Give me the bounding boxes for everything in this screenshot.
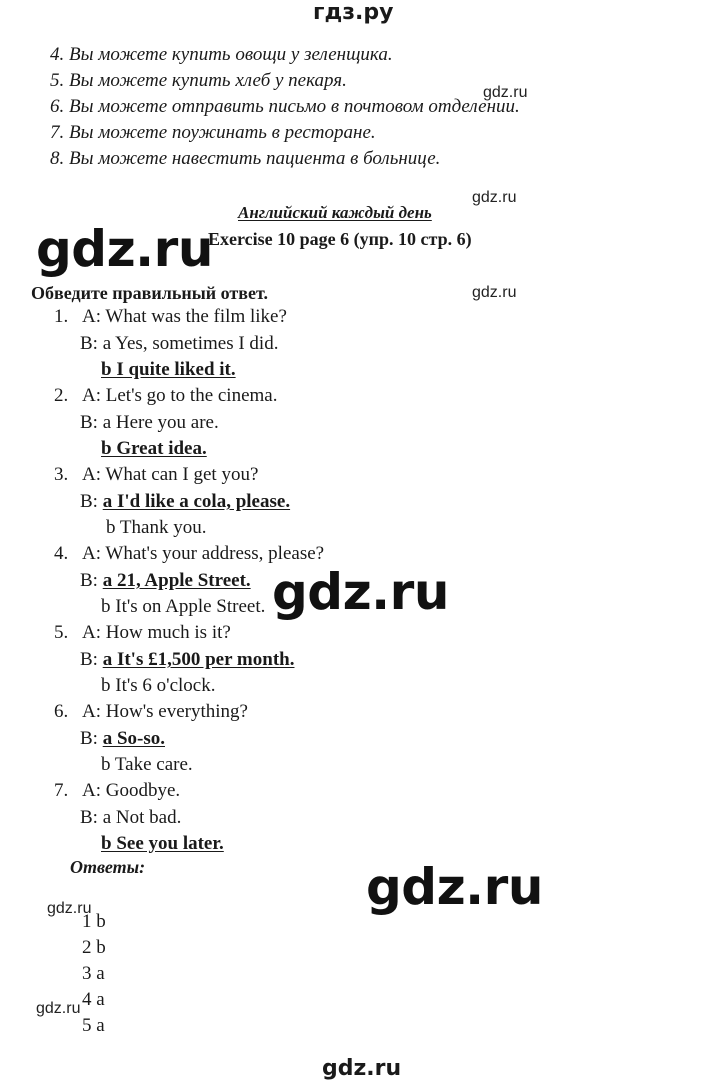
answer-option-correct: b See you later. bbox=[101, 833, 224, 854]
question-line: A: Let's go to the cinema. bbox=[82, 385, 278, 406]
watermark: gdz.ru bbox=[272, 563, 449, 621]
watermark: gdz.ru bbox=[472, 284, 517, 301]
item-number: 7. bbox=[54, 780, 69, 801]
watermark: gdz.ru bbox=[483, 84, 528, 101]
question-line: A: What's your address, please? bbox=[82, 543, 325, 564]
answer-option-correct: a 21, Apple Street. bbox=[102, 570, 251, 591]
question-line: A: How's everything? bbox=[82, 701, 248, 722]
answer-prefix: B: bbox=[80, 570, 98, 591]
item-number: 5. bbox=[54, 622, 69, 643]
answer-line bbox=[80, 570, 251, 592]
instruction: Обведите правильный ответ. bbox=[31, 283, 268, 303]
answer-option: a Yes, sometimes I did. bbox=[97, 333, 279, 354]
answer-prefix: B: bbox=[80, 333, 98, 354]
exercise-title: Exercise 10 page 6 (упр. 10 стр. 6) bbox=[208, 229, 472, 249]
watermark: gdz.ru bbox=[472, 189, 517, 206]
answer-line bbox=[80, 807, 181, 829]
answer-line bbox=[80, 649, 294, 671]
question-line: A: Goodbye. bbox=[82, 780, 181, 801]
answer-prefix: B: bbox=[80, 807, 98, 828]
answer-line bbox=[80, 491, 290, 513]
answer-line bbox=[80, 728, 165, 750]
question-line: A: How much is it? bbox=[82, 622, 231, 643]
watermark: gdz.ru bbox=[47, 900, 92, 917]
answer-option: b Thank you. bbox=[106, 517, 207, 538]
question-line: A: What was the film like? bbox=[82, 306, 287, 327]
answer-key-item: 4 a bbox=[82, 989, 105, 1010]
answer-prefix: B: bbox=[80, 649, 98, 670]
intro-list-item: 6. Вы можете отправить письмо в почтовом отделении. bbox=[50, 96, 520, 117]
answer-option-correct: a It's £1,500 per month. bbox=[102, 649, 295, 670]
question-line: A: What can I get you? bbox=[82, 464, 259, 485]
answer-option-correct: b I quite liked it. bbox=[101, 359, 236, 380]
answer-prefix: B: bbox=[80, 728, 98, 749]
answer-key-item: 3 a bbox=[82, 963, 105, 984]
answer-line bbox=[80, 333, 278, 355]
answer-option: b Take care. bbox=[101, 754, 193, 775]
answer-key-item: 2 b bbox=[82, 937, 106, 958]
answer-option: b It's on Apple Street. bbox=[101, 596, 266, 617]
item-number: 2. bbox=[54, 385, 69, 406]
item-number: 1. bbox=[54, 306, 69, 327]
intro-list-item: 8. Вы можете навестить пациента в больнице. bbox=[50, 148, 441, 169]
item-number: 4. bbox=[54, 543, 69, 564]
site-footer: gdz.ru bbox=[322, 1056, 402, 1081]
answer-option-correct: a So-so. bbox=[102, 728, 165, 749]
section-title: Английский каждый день bbox=[238, 203, 432, 222]
item-number: 6. bbox=[54, 701, 69, 722]
answer-prefix: B: bbox=[80, 412, 98, 433]
answer-option-correct: b Great idea. bbox=[101, 438, 207, 459]
intro-list-item: 5. Вы можете купить хлеб у пекаря. bbox=[50, 70, 347, 91]
answer-key-item: 1 b bbox=[82, 911, 106, 932]
answer-prefix: B: bbox=[80, 491, 98, 512]
item-number: 3. bbox=[54, 464, 69, 485]
answer-line bbox=[80, 412, 219, 434]
answer-option: a Not bad. bbox=[97, 807, 182, 828]
watermark: gdz.ru bbox=[36, 220, 213, 278]
answer-option: a Here you are. bbox=[97, 412, 219, 433]
watermark: gdz.ru bbox=[36, 1000, 81, 1017]
site-header: гдз.ру bbox=[313, 0, 394, 25]
intro-list-item: 7. Вы можете поужинать в ресторане. bbox=[50, 122, 376, 143]
intro-list-item: 4. Вы можете купить овощи у зеленщика. bbox=[50, 44, 393, 65]
answers-title: Ответы: bbox=[70, 857, 146, 877]
watermark: gdz.ru bbox=[366, 858, 543, 916]
answer-option-correct: a I'd like a cola, please. bbox=[102, 491, 291, 512]
answer-key-item: 5 a bbox=[82, 1015, 105, 1036]
answer-option: b It's 6 o'clock. bbox=[101, 675, 216, 696]
